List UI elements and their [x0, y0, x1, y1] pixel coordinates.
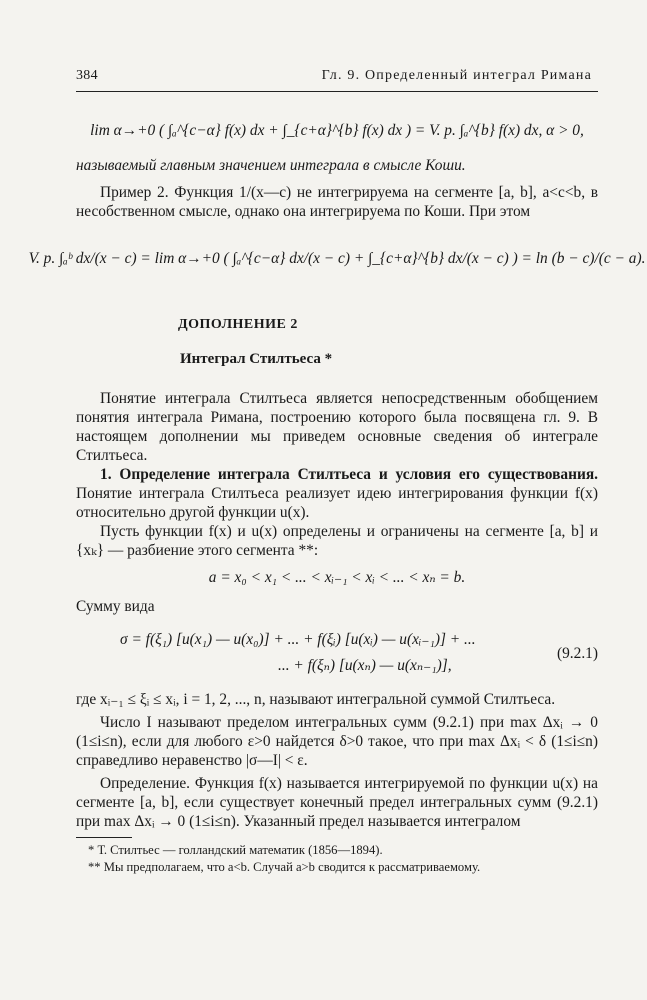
section-title: Интеграл Стилтьеса * — [180, 351, 333, 367]
limit-paragraph: Число I называют пределом интегральных сумм (9.2.1) при max Δxᵢ → 0 (1≤i≤n), если для любого ε>0 найдется δ>0 такое, что при max Δxᵢ < δ (1≤i≤n) справедливо неравенство |σ—I| < ε. — [76, 714, 598, 769]
intro-paragraph: Понятие интеграла Стилтьеса является непосредственным обобщением понятия интеграла Римана, построению которого была посвящена гл. 9. В настоящем дополнении мы приведем основные сведения об интеграле Стилтьеса. — [76, 390, 598, 464]
definition-paragraph: Определение. Функция f(x) называется интегрируемой по функции u(x) на сегменте [a, b], если существует конечный предел интегральных сумм (9.2.1) при max Δxᵢ → 0 (1≤i≤n). Указанный предел называется интегралом — [76, 775, 598, 830]
stieltjes-sum-formula — [76, 630, 598, 676]
subsection-text: Понятие интеграла Стилтьеса реализует идею интегрирования функции f(x) относительно другой функции u(x). — [76, 485, 598, 521]
partition-formula: a = x₀ < x₁ < ... < xᵢ₋₁ < xᵢ < ... < xₙ = b. — [208, 569, 466, 586]
example-2-formula: V. p. ∫ₐᵇ dx/(x − c) = lim α→+0 ( ∫ₐ^{c−α} dx/(x − c) + ∫_{c+α}^{b} dx/(x − c) ) = ln (b − c)/(c − a). — [28, 249, 646, 267]
header-rule — [76, 91, 598, 92]
subsection-heading: 1. Определение интеграла Стилтьеса и условия его существования. — [100, 466, 598, 483]
sum-formula-line-1: σ = f(ξ₁) [u(x₁) — u(x₀)] + ... + f(ξᵢ) [u(xᵢ) — u(xᵢ₋₁)] + ... — [120, 631, 476, 648]
subsection-paragraph — [76, 465, 598, 522]
sum-intro: Сумму вида — [76, 598, 155, 615]
cauchy-definition-text: называемый главным значением интеграла в смысле Коши. — [76, 157, 466, 174]
principal-value-formula: lim α→+0 ( ∫ₐ^{c−α} f(x) dx + ∫_{c+α}^{b} f(x) dx ) = V. p. ∫ₐ^{b} f(x) dx, α > 0, — [90, 121, 584, 139]
addendum-label: ДОПОЛНЕНИЕ 2 — [178, 317, 298, 332]
sum-formula-line-2: ... + f(ξₙ) [u(xₙ) — u(xₙ₋₁)], — [278, 657, 452, 674]
equation-number: (9.2.1) — [556, 645, 598, 662]
page-number: 384 — [76, 68, 98, 83]
where-paragraph: где xᵢ₋₁ ≤ ξᵢ ≤ xᵢ, i = 1, 2, ..., n, называют интегральной суммой Стилтьеса. — [76, 691, 556, 708]
running-title: Гл. 9. Определенный интеграл Римана — [321, 68, 592, 83]
footnote-2: ** Мы предполагаем, что a<b. Случай a>b сводится к рассматриваемому. — [88, 860, 481, 874]
footnote-rule — [76, 837, 132, 838]
footnote-1: * Т. Стилтьес — голландский математик (1856—1894). — [88, 843, 383, 857]
book-page — [28, 66, 646, 876]
example-2-text: Пример 2. Функция 1/(x—c) не интегрируема на сегменте [a, b], a<c<b, в несобственном смысле, однако она интегрируема по Коши. При этом — [76, 184, 598, 220]
partition-paragraph: Пусть функции f(x) и u(x) определены и ограничены на сегменте [a, b] и {xₖ} — разбиение этого сегмента **: — [76, 523, 598, 559]
page-header — [76, 66, 598, 85]
